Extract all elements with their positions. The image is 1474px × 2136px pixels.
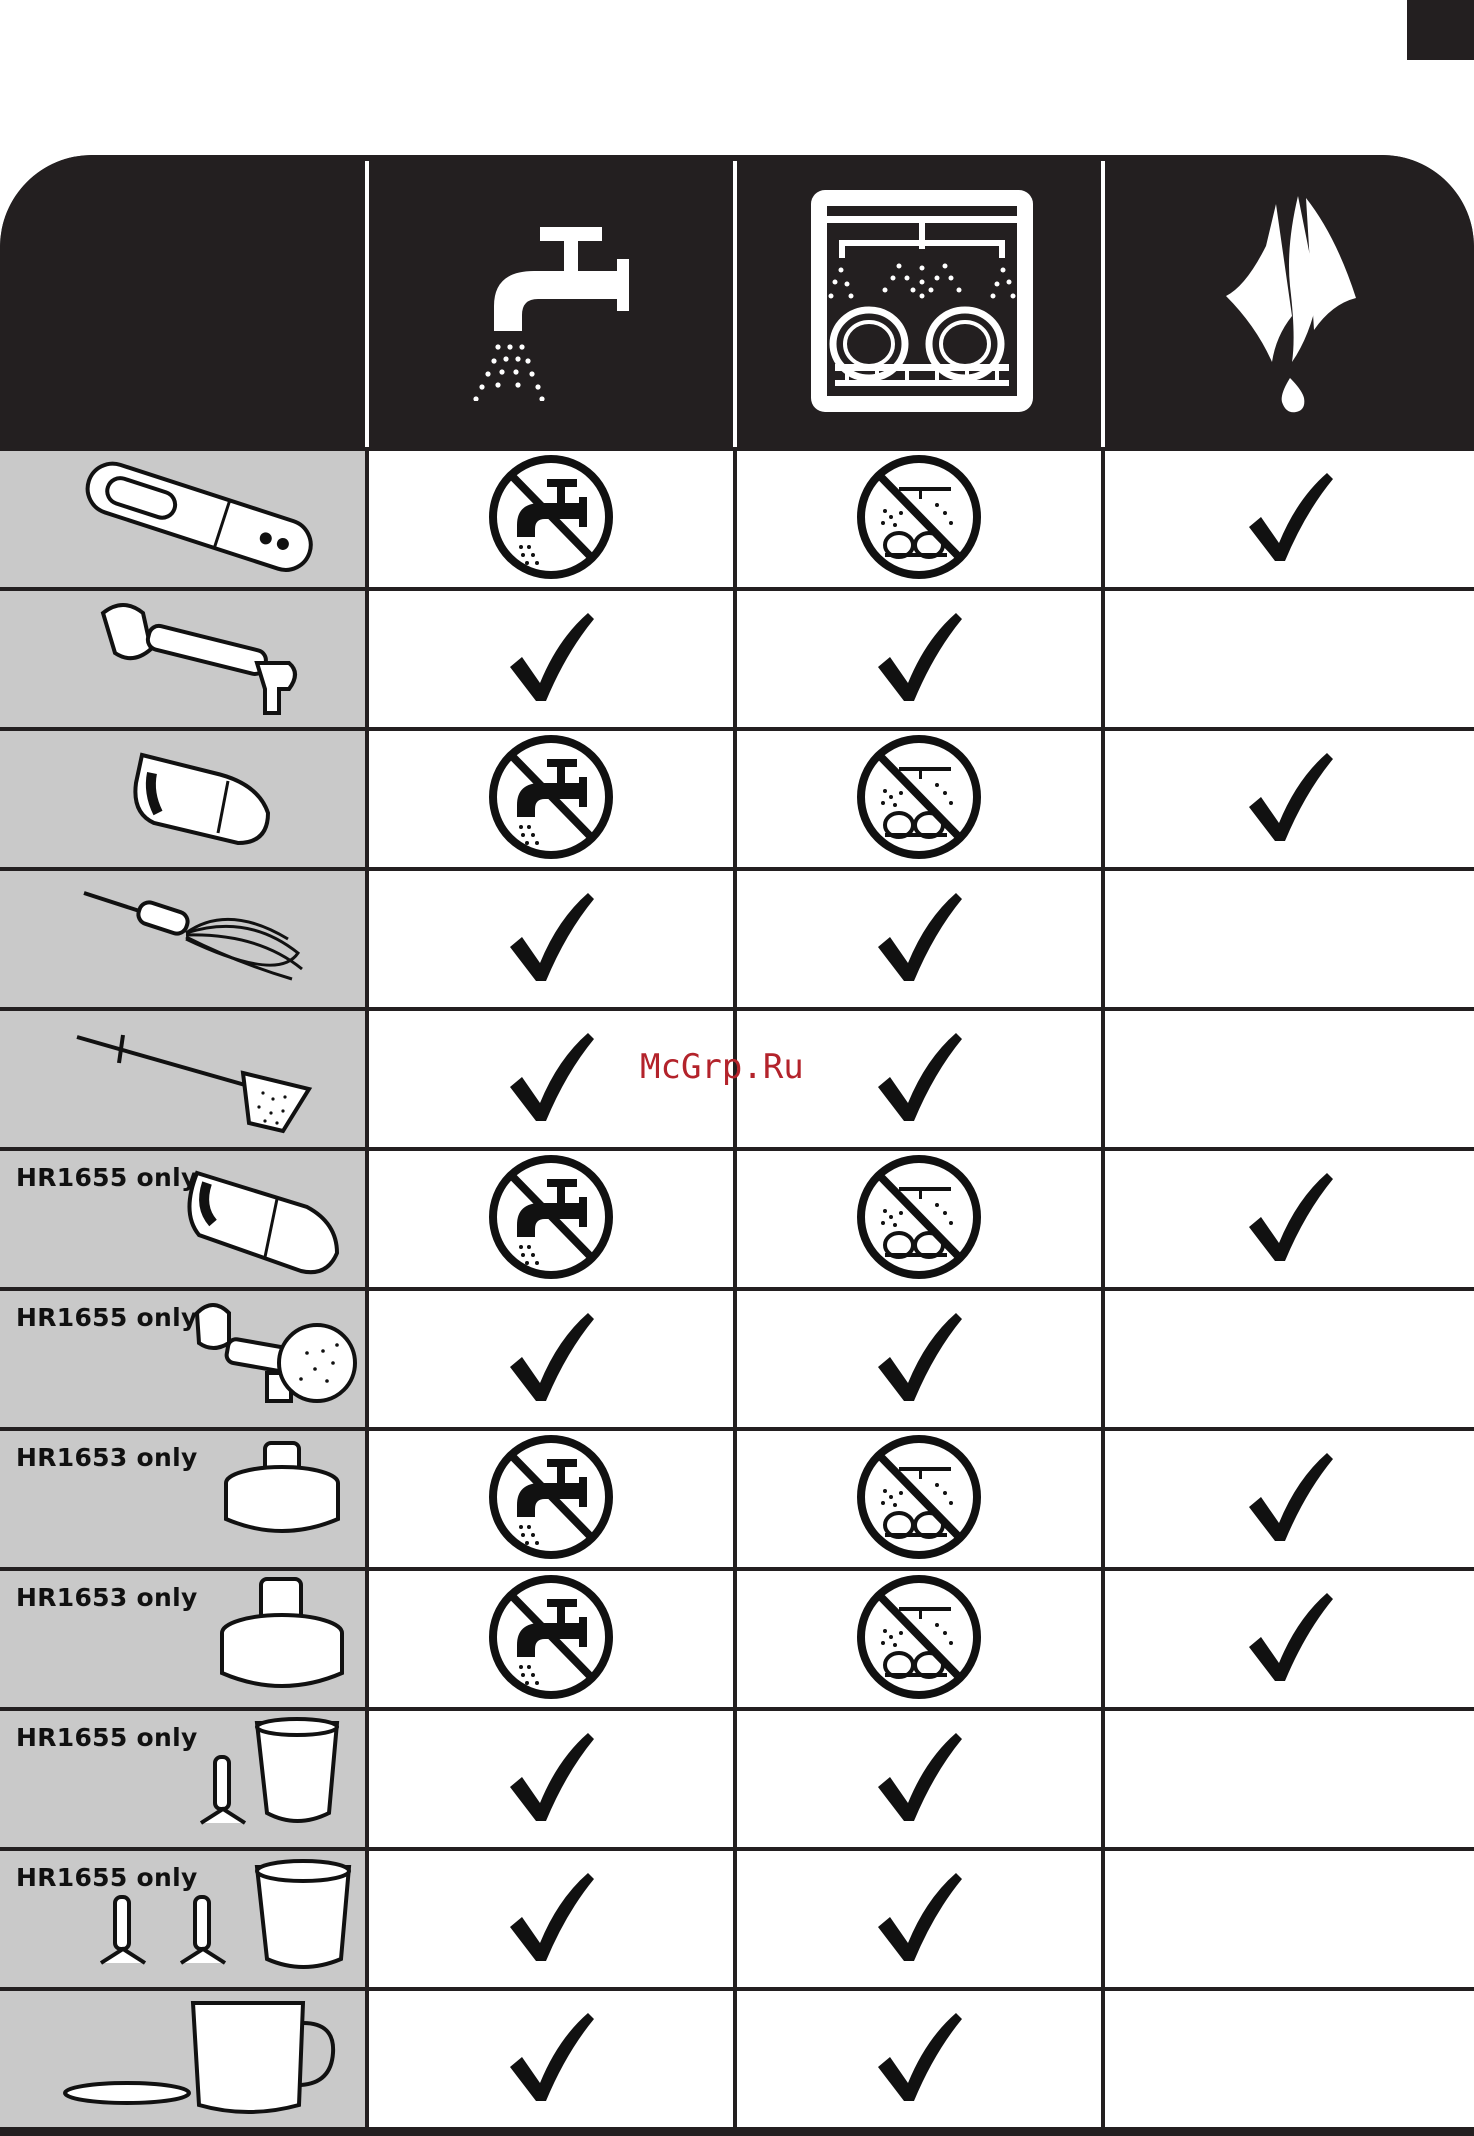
page-corner-tab — [1407, 0, 1474, 60]
wipe-cell — [1105, 1431, 1474, 1567]
part-cell — [0, 731, 365, 867]
table-row — [0, 1151, 1474, 1287]
tap-cell — [369, 1991, 733, 2127]
checkmark-icon — [874, 609, 964, 709]
wipe-cell — [1105, 591, 1474, 727]
no-dishwasher-icon — [855, 733, 983, 865]
aerator-disk-icon — [73, 1013, 333, 1147]
part-cell — [0, 1291, 365, 1427]
dishwasher-cell — [737, 1431, 1101, 1567]
model-label: HR1655 only — [16, 1303, 198, 1332]
whisk-coupling-icon — [118, 733, 288, 867]
table-row — [0, 1711, 1474, 1847]
wipe-cell — [1105, 1711, 1474, 1847]
wipe-cell — [1105, 1291, 1474, 1427]
wipe-cell — [1105, 1151, 1474, 1287]
header-wipe — [1108, 161, 1474, 441]
part-cell — [0, 1011, 365, 1147]
wipe-cell — [1105, 1851, 1474, 1987]
wipe-cell — [1105, 871, 1474, 1007]
checkmark-icon — [506, 889, 596, 989]
tap-cell — [369, 1851, 733, 1987]
dishwasher-cell — [737, 1711, 1101, 1847]
part-cell — [0, 1151, 365, 1287]
checkmark-icon — [506, 1869, 596, 1969]
table-row — [0, 1991, 1474, 2127]
coupling-unit-icon — [177, 1153, 357, 1287]
tap-cell — [369, 1711, 733, 1847]
part-cell — [0, 871, 365, 1007]
tap-cell — [369, 731, 733, 867]
wipe-cell — [1105, 1571, 1474, 1707]
header-dishwasher — [740, 161, 1104, 441]
dishwasher-cell — [737, 731, 1101, 867]
part-cell — [0, 1431, 365, 1567]
wipe-cell — [1105, 1991, 1474, 2127]
dishwasher-cell — [737, 1151, 1101, 1287]
part-cell — [0, 1991, 365, 2127]
checkmark-icon — [506, 609, 596, 709]
table-row — [0, 731, 1474, 867]
tap-cell — [369, 1151, 733, 1287]
dishwasher-icon — [807, 186, 1037, 416]
no-tap-icon — [487, 1573, 615, 1705]
checkmark-icon — [1245, 749, 1335, 849]
checkmark-icon — [1245, 1589, 1335, 1689]
checkmark-icon — [506, 1029, 596, 1129]
tap-cell — [369, 1571, 733, 1707]
model-label: HR1655 only — [16, 1163, 198, 1192]
no-dishwasher-icon — [855, 1153, 983, 1285]
model-label: HR1653 only — [16, 1583, 198, 1612]
tap-cell — [369, 1291, 733, 1427]
checkmark-icon — [874, 1309, 964, 1409]
checkmark-icon — [874, 1729, 964, 1829]
table-header — [0, 155, 1474, 447]
model-label: HR1655 only — [16, 1863, 198, 1892]
part-cell — [0, 1571, 365, 1707]
model-label: HR1655 only — [16, 1723, 198, 1752]
checkmark-icon — [506, 1729, 596, 1829]
tap-cell — [369, 451, 733, 587]
dishwasher-cell — [737, 1291, 1101, 1427]
table-row — [0, 451, 1474, 587]
table-row — [0, 1431, 1474, 1567]
table-row — [0, 591, 1474, 727]
chopper-lid-small-icon — [207, 1433, 357, 1557]
dishwasher-cell — [737, 871, 1101, 1007]
model-label: HR1653 only — [16, 1443, 198, 1472]
tap-cell — [369, 871, 733, 1007]
checkmark-icon — [874, 889, 964, 989]
checkmark-icon — [506, 1309, 596, 1409]
wipe-cell — [1105, 451, 1474, 587]
part-cell — [0, 1711, 365, 1847]
checkmark-icon — [874, 2009, 964, 2109]
table-row — [0, 1291, 1474, 1427]
header-tap — [372, 161, 736, 441]
part-cell — [0, 591, 365, 727]
chopper-bowl-small-icon — [197, 1713, 357, 1847]
no-tap-icon — [487, 733, 615, 865]
table-row — [0, 871, 1474, 1007]
no-tap-icon — [487, 453, 615, 585]
checkmark-icon — [1245, 1169, 1335, 1269]
wipe-cloth-icon — [1206, 186, 1376, 416]
checkmark-icon — [1245, 1449, 1335, 1549]
no-dishwasher-icon — [855, 453, 983, 585]
chopper-lid-large-icon — [207, 1573, 357, 1707]
beaker-icon — [63, 1993, 343, 2127]
checkmark-icon — [874, 1029, 964, 1129]
whisk-icon — [78, 873, 328, 997]
checkmark-icon — [1245, 469, 1335, 569]
dishwasher-cell — [737, 1991, 1101, 2127]
dishwasher-cell — [737, 591, 1101, 727]
dishwasher-cell — [737, 1851, 1101, 1987]
no-dishwasher-icon — [855, 1433, 983, 1565]
no-dishwasher-icon — [855, 1573, 983, 1705]
wipe-cell — [1105, 731, 1474, 867]
watermark: McGrp.Ru — [640, 1047, 804, 1087]
masher-bar-icon — [177, 1293, 357, 1427]
table-row — [0, 1571, 1474, 1707]
part-cell — [0, 1851, 365, 1987]
wipe-cell — [1105, 1011, 1474, 1147]
tap-cell — [369, 591, 733, 727]
no-tap-icon — [487, 1153, 615, 1285]
dishwasher-cell — [737, 451, 1101, 587]
dishwasher-cell — [737, 1571, 1101, 1707]
checkmark-icon — [506, 2009, 596, 2109]
cleaning-table — [0, 155, 1474, 2136]
no-tap-icon — [487, 1433, 615, 1565]
part-cell — [0, 451, 365, 587]
checkmark-icon — [874, 1869, 964, 1969]
table-row — [0, 1851, 1474, 1987]
running-tap-icon — [454, 201, 654, 401]
tap-cell — [369, 1431, 733, 1567]
motor-unit-icon — [73, 453, 333, 587]
blender-bar-icon — [93, 593, 313, 727]
